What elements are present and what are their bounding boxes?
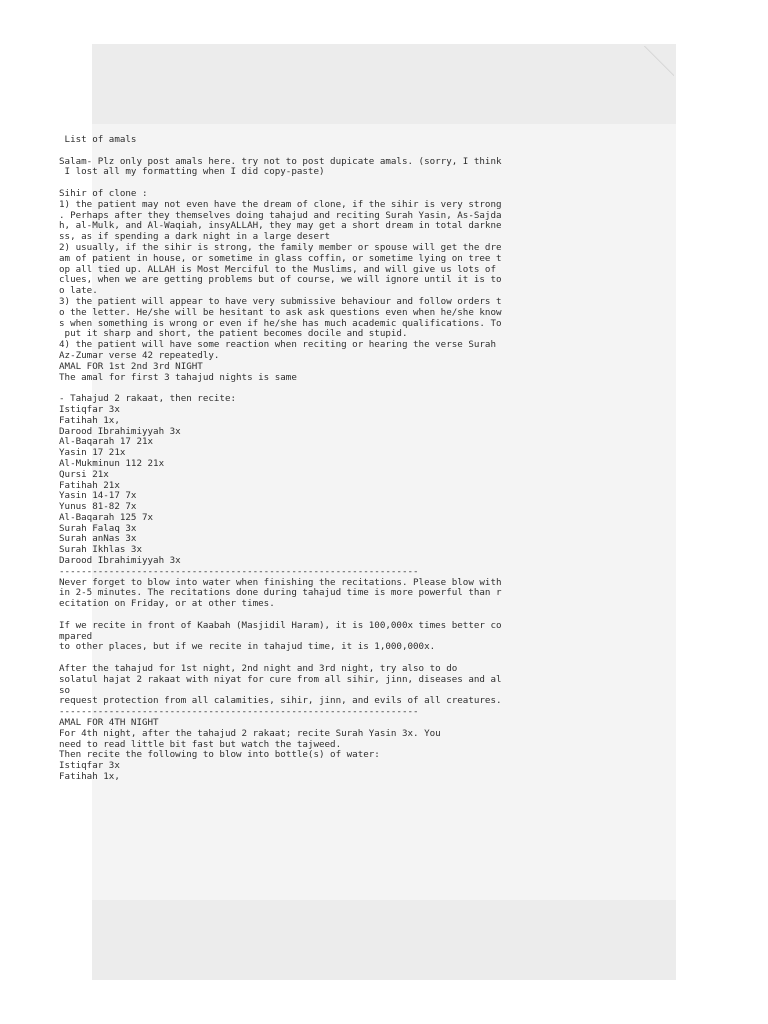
text-line: Qursi 21x: [59, 468, 109, 480]
text-line: Sihir of clone :: [59, 187, 148, 199]
text-line: -----------------------------------------------------------------: [59, 706, 419, 718]
text-line: -----------------------------------------------------------------: [59, 565, 419, 577]
text-line: 1) the patient may not even have the dream of clone, if the sihir is very strong: [59, 198, 502, 210]
text-line: request protection from all calamities, sihir, jinn, and evils of all creatures.: [59, 695, 502, 707]
text-line: ss, as if spending a dark night in a large desert: [59, 231, 331, 243]
text-line: The amal for first 3 tahajud nights is same: [59, 371, 297, 383]
text-line: - Tahajud 2 rakaat, then recite:: [59, 393, 237, 405]
text-line: . Perhaps after they themselves doing tahajud and reciting Surah Yasin, As-Sajda: [59, 209, 502, 221]
text-line: If we recite in front of Kaabah (Masjidil Haram), it is 100,000x times better co: [59, 619, 502, 631]
text-line: to other places, but if we recite in tahajud time, it is 1,000,000x.: [59, 641, 436, 653]
text-line: ecitation on Friday, or at other times.: [59, 598, 275, 610]
text-line: solatul hajat 2 rakaat with niyat for cure from all sihir, jinn, diseases and al: [59, 673, 502, 685]
page-bottom-margin: [92, 900, 676, 980]
text-line: clues, when we are getting problems but of course, we will ignore until it is to: [59, 274, 502, 286]
text-line: o the letter. He/she will be hesitant to ask ask questions even when he/she know: [59, 306, 502, 318]
text-line: Yasin 14-17 7x: [59, 490, 137, 502]
text-line: Fatihah 1x,: [59, 771, 120, 783]
text-line: o late.: [59, 285, 98, 297]
text-line: Then recite the following to blow into bottle(s) of water:: [59, 749, 380, 761]
text-line: Al-Baqarah 17 21x: [59, 436, 154, 448]
text-line: op all tied up. ALLAH is Most Merciful to the Muslims, and will give us lots of: [59, 263, 496, 275]
document-body-text: [59, 135, 579, 783]
text-line: h, al-Mulk, and Al-Waqiah, insyALLAH, they may get a short dream in total darkne: [59, 220, 502, 232]
text-line: AMAL FOR 1st 2nd 3rd NIGHT: [59, 360, 203, 372]
text-line: For 4th night, after the tahajud 2 rakaat; recite Surah Yasin 3x. You: [59, 727, 441, 739]
text-line: Salam- Plz only post amals here. try not to post dupicate amals. (sorry, I think: [59, 155, 502, 167]
text-line: Fatihah 21x: [59, 479, 120, 491]
text-line: List of amals: [59, 134, 137, 145]
text-line: AMAL FOR 4TH NIGHT: [59, 717, 159, 729]
text-line: Istiqfar 3x: [59, 403, 120, 415]
text-line: Al-Mukminun 112 21x: [59, 457, 165, 469]
page-top-margin: [92, 44, 676, 124]
text-line: need to read little bit fast but watch the tajweed.: [59, 738, 342, 750]
text-line: I lost all my formatting when I did copy-paste): [59, 166, 325, 178]
text-line: Never forget to blow into water when finishing the recitations. Please blow with: [59, 576, 502, 588]
text-line: s when something is wrong or even if he/she has much academic qualifications. To: [59, 317, 502, 329]
text-line: Yasin 17 21x: [59, 447, 126, 459]
text-line: Istiqfar 3x: [59, 760, 120, 772]
text-line: Yunus 81-82 7x: [59, 501, 137, 513]
text-line: Darood Ibrahimiyyah 3x: [59, 425, 181, 437]
text-line: in 2-5 minutes. The recitations done during tahajud time is more powerful than r: [59, 587, 502, 599]
text-line: 4) the patient will have some reaction when reciting or hearing the verse Surah: [59, 339, 496, 351]
text-line: am of patient in house, or sometime in glass coffin, or sometime lying on tree t: [59, 252, 502, 264]
page-fold-mark: [644, 46, 674, 76]
text-line: Surah anNas 3x: [59, 533, 137, 545]
text-line: put it sharp and short, the patient becomes docile and stupid.: [59, 328, 408, 340]
text-line: Fatihah 1x,: [59, 414, 120, 426]
text-line: Surah Falaq 3x: [59, 522, 137, 534]
text-line: After the tahajud for 1st night, 2nd night and 3rd night, try also to do: [59, 663, 458, 675]
text-line: Darood Ibrahimiyyah 3x: [59, 555, 181, 567]
text-line: Az-Zumar verse 42 repeatedly.: [59, 349, 220, 361]
text-line: Surah Ikhlas 3x: [59, 544, 142, 556]
text-line: mpared: [59, 630, 93, 642]
text-line: Al-Baqarah 125 7x: [59, 511, 154, 523]
text-line: so: [59, 684, 71, 696]
text-line: 3) the patient will appear to have very submissive behaviour and follow orders t: [59, 295, 502, 307]
text-line: 2) usually, if the sihir is strong, the family member or spouse will get the dre: [59, 241, 502, 253]
